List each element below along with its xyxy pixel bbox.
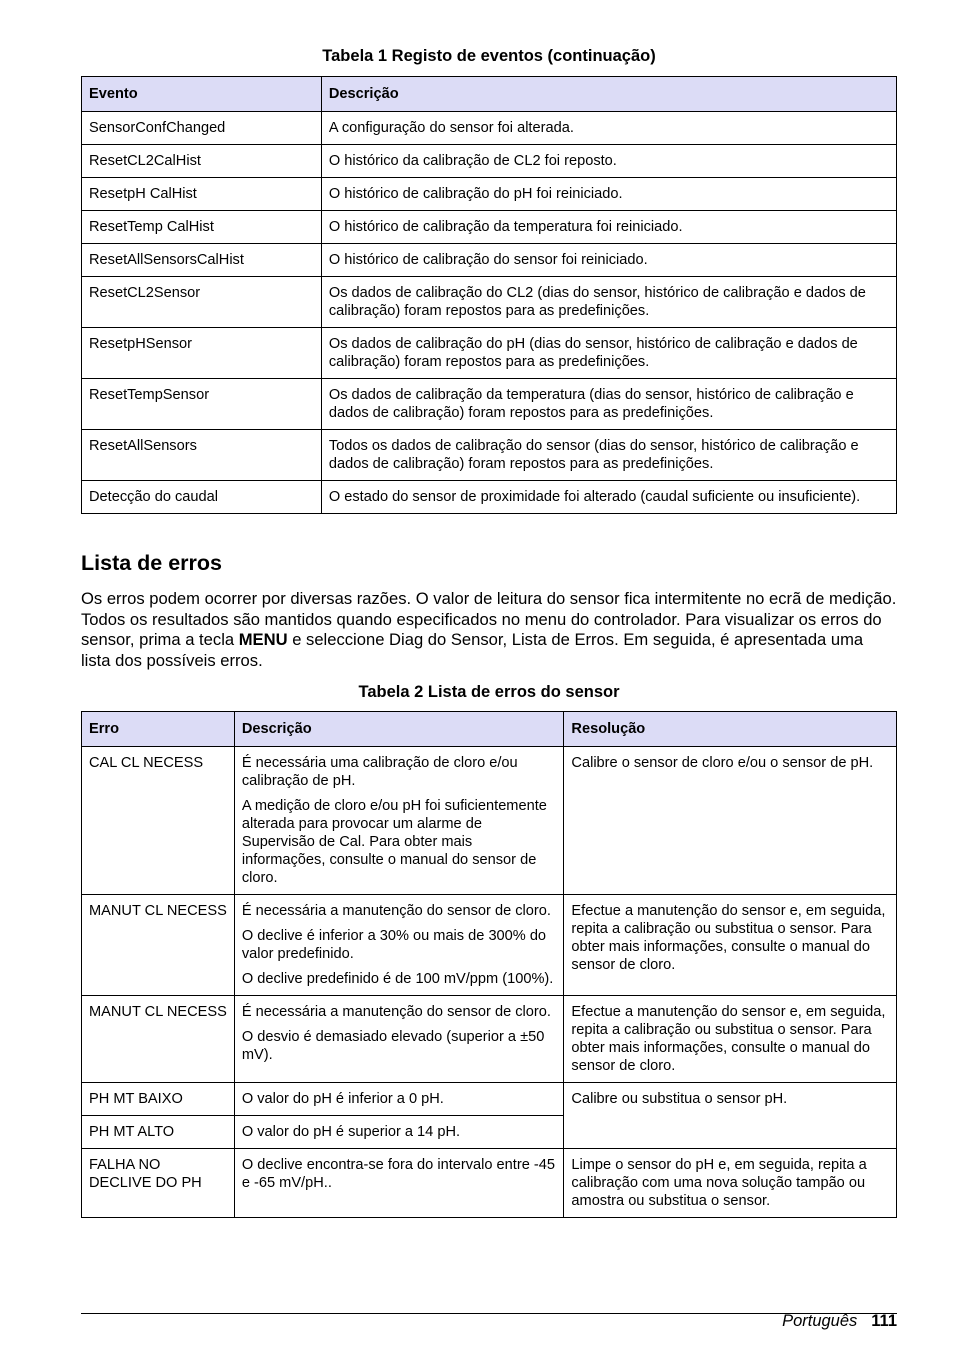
event-cell: ResetCL2CalHist [82,145,322,178]
event-cell: SensorConfChanged [82,112,322,145]
error-code-cell: PH MT ALTO [82,1116,235,1149]
description-paragraph: O valor do pH é inferior a 0 pH. [241,1091,444,1107]
error-code-cell: FALHA NO DECLIVE DO PH [82,1149,235,1218]
table-header-row [82,77,897,112]
table-row [82,1149,897,1218]
table-row [82,430,897,481]
description-paragraph: O declive predefinido é de 100 mV/ppm (100%). [241,971,554,987]
page-number: 111 [871,1312,897,1330]
resolution-cell: Calibre o sensor de cloro e/ou o sensor de pH. [564,747,897,895]
resolution-cell: Calibre ou substitua o sensor pH. [564,1083,897,1149]
table-row [82,379,897,430]
error-description-cell [234,996,564,1083]
table-row [82,481,897,514]
table-row [82,277,897,328]
description-paragraph: O valor do pH é superior a 14 pH. [241,1124,461,1140]
footer-language: Português [782,1312,858,1330]
error-code-cell: MANUT CL NECESS [82,996,235,1083]
description-paragraph: O declive é inferior a 30% ou mais de 300% do valor predefinido. [241,928,547,962]
event-cell: ResetTemp CalHist [82,211,322,244]
error-code-cell: CAL CL NECESS [82,747,235,895]
table2-caption: Tabela 2 Lista de erros do sensor [358,683,620,701]
section-title: Lista de erros [81,551,222,575]
table-row [82,178,897,211]
description-paragraph: A medição de cloro e/ou pH foi suficientemente alterada para provocar um alarme de Supervisão de Cal. Para obter mais informações, consulte o manual do sensor de cloro. [241,798,547,886]
event-log-table [81,76,897,514]
intro-text-start: Os erros podem ocorrer por diversas razões. O valor de leitura do sensor fica intermitente no ecrã de medição. Todos os resultados são mantidos quando especificados no menu do controlador. Para visualizar os erros do sensor, prima a tecla [81,589,897,649]
resolution-cell: Efectue a manutenção do sensor e, em seguida, repita a calibração ou substitua o sensor. Para obter mais informações, consulte o manual do sensor de cloro. [564,996,897,1083]
intro-text-end: e seleccione Diag do Sensor, Lista de Erros. Em seguida, é apresentada uma lista dos possíveis erros. [81,630,864,670]
table-header-row [82,712,897,747]
header-erro: Erro [82,712,235,747]
table1-caption: Tabela 1 Registo de eventos (continuação) [322,47,656,65]
error-description-cell [234,1149,564,1218]
event-cell: ResetCL2Sensor [82,277,322,328]
error-description-cell [234,747,564,895]
table-row [82,895,897,996]
description-cell: O estado do sensor de proximidade foi alterado (caudal suficiente ou insuficiente). [321,481,896,514]
table-row [82,244,897,277]
description-paragraph: É necessária a manutenção do sensor de cloro. [241,1004,551,1020]
header-evento: Evento [82,77,322,112]
description-cell: O histórico de calibração do pH foi reiniciado. [321,178,896,211]
error-code-cell: MANUT CL NECESS [82,895,235,996]
error-list-table [81,711,897,1218]
event-cell: ResetAllSensors [82,430,322,481]
table-row [82,112,897,145]
description-paragraph: O desvio é demasiado elevado (superior a ±50 mV). [241,1029,545,1063]
table-row [82,996,897,1083]
table-row [82,747,897,895]
table-row [82,211,897,244]
resolution-cell: Limpe o sensor do pH e, em seguida, repita a calibração com uma nova solução tampão ou amostra ou substitua o sensor. [564,1149,897,1218]
menu-key-label: MENU [238,630,288,649]
description-cell: A configuração do sensor foi alterada. [321,112,896,145]
description-paragraph: É necessária a manutenção do sensor de cloro. [241,903,551,919]
event-cell: ResetAllSensorsCalHist [82,244,322,277]
page-footer [782,1312,897,1331]
description-cell: O histórico de calibração da temperatura foi reiniciado. [321,211,896,244]
description-cell: Os dados de calibração do pH (dias do sensor, histórico de calibração e dados de calibração) foram repostos para as predefinições. [321,328,896,379]
table-row [82,328,897,379]
error-description-cell [234,1116,564,1149]
header-descricao: Descrição [234,712,564,747]
description-cell: Os dados de calibração da temperatura (dias do sensor, histórico de calibração e dados de calibração) foram repostos para as predefinições. [321,379,896,430]
event-cell: ResetpHSensor [82,328,322,379]
event-cell: ResetTempSensor [82,379,322,430]
table-row [82,1083,897,1116]
intro-paragraph [81,589,897,671]
description-cell: Os dados de calibração do CL2 (dias do sensor, histórico de calibração e dados de calibração) foram repostos para as predefinições. [321,277,896,328]
description-cell: Todos os dados de calibração do sensor (dias do sensor, histórico de calibração e dados de calibração) foram repostos para as predefinições. [321,430,896,481]
error-code-cell: PH MT BAIXO [82,1083,235,1116]
resolution-cell: Efectue a manutenção do sensor e, em seguida, repita a calibração ou substitua o sensor. Para obter mais informações, consulte o manual do sensor de cloro. [564,895,897,996]
header-resolucao: Resolução [564,712,897,747]
error-description-cell [234,895,564,996]
description-cell: O histórico de calibração do sensor foi reiniciado. [321,244,896,277]
description-cell: O histórico da calibração de CL2 foi reposto. [321,145,896,178]
table-row [82,145,897,178]
header-descricao: Descrição [321,77,896,112]
error-description-cell [234,1083,564,1116]
description-paragraph: O declive encontra-se fora do intervalo entre -45 e -65 mV/pH.. [241,1157,555,1191]
footer-divider [81,1313,897,1314]
event-cell: Detecção do caudal [82,481,322,514]
description-paragraph: É necessária uma calibração de cloro e/ou calibração de pH. [241,755,518,789]
event-cell: ResetpH CalHist [82,178,322,211]
